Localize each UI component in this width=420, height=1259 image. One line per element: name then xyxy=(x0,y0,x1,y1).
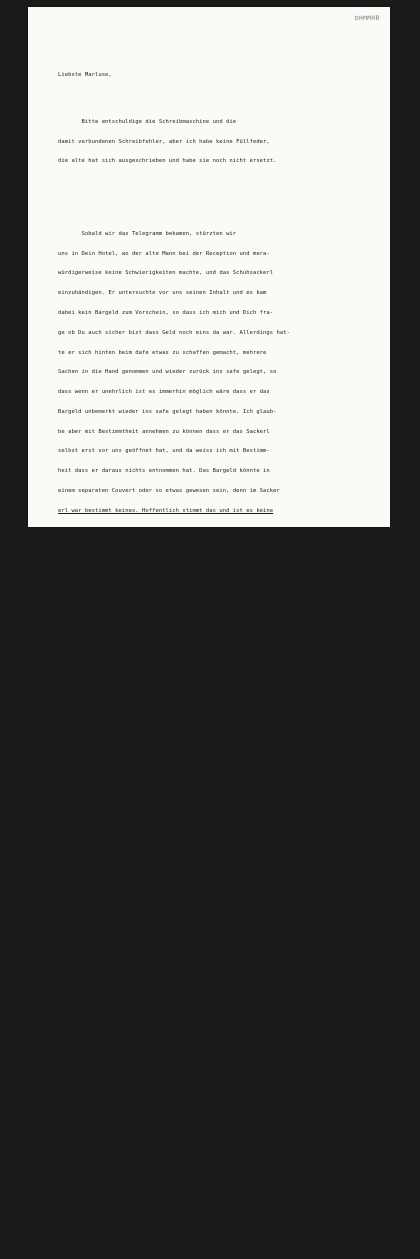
text-line: den wir grosse Trockenheit aber glücklicherweise keine grosse Hitz- xyxy=(58,1107,284,1114)
text-line: was aus Deiner Amerikareise, denn es würde mir riesigen Spass ma- xyxy=(58,718,277,725)
text-line: (ausser auf wissenschaftlichem Gebiet) sagen, was ein anderer vor xyxy=(58,837,277,844)
text-line: Bitte entschuldige die Schreibmaschine und die xyxy=(58,118,237,125)
text-line: be aber mit Bestimmtheit annehmen zu können dass er das Sackerl xyxy=(58,428,270,435)
text-line: nellste und interessanteste Freundin und ich spreche sehr viele, xyxy=(58,679,274,686)
text-line: freuten weil wir seit vor dem Krieg nicht mehr dort gegessen hat- xyxy=(58,1048,277,1055)
text-line: könnte allerhöchstens etwas schreiben,-aber auch da: was kann man xyxy=(58,817,277,824)
text-line: te er sich hinten beim dafe etwas zu schaffen gemacht, mehrere xyxy=(58,349,267,356)
text-line: das Berühm e Restaurant in Vienne aber, auf das wir uns schon so xyxy=(58,1028,274,1035)
text-line: Sachen in die Hand genommen und wieder zurück ins safe gelegt, so xyxy=(58,369,277,376)
text-line: ten, war leider an Dienstag zu. Sonst aber genoss meine Mama die xyxy=(58,1068,274,1075)
text-line: dabei kein Bargeld zum Vorschein, so dass ich mich und Dich fra- xyxy=(58,309,274,316)
text-line: uns in Dein Hotel, wo der alte Mann bei der Reception und mera- xyxy=(58,250,270,257)
text-line: selbst erst vor uns geöffnet hat, und da weiss ich mit Bestimm- xyxy=(58,448,270,455)
text-line: Enttäuschung. Schicken tue ich Dir es aber lieber in die Schweiz, xyxy=(58,527,277,534)
text-line: heit dass er daraus nichts entnommen hat. Das Bargeld könnte in xyxy=(58,468,270,475)
text-line: ge ob Du auch sicher bist dass Geld noch eins da war. Allerdings hat- xyxy=(58,329,290,336)
text-line: ganz glatt vorsich, die Temperatur war angenehm, das Hotel gut, xyxy=(58,1008,270,1015)
text-line: ich wirklich gerne dass wir uns wo treffen können, denn er ist ein xyxy=(58,877,280,884)
text-line: nern und Dir die besten Grüsse schicken. Hier bin ich stink- xyxy=(58,1147,260,1154)
text-line: Bargeld unbemerkt wieder ins safe gelegt haben könnte. Ich glaub- xyxy=(58,408,277,415)
paragraph-1 xyxy=(58,106,368,179)
text-line: zusammen zu sein, und es tut mir dann immer so leid dass wir so xyxy=(58,639,270,646)
text-line: ze, meine Mamte und ihre Tochter die sich beide gut an Dich erin- xyxy=(58,1127,277,1134)
text-line: zen Menschheit versöhnen,-. xyxy=(58,916,149,923)
text-line: Unsere Autoreise ging in Schneckentempo aber xyxy=(58,989,230,996)
salutation: Liebste Marluse, xyxy=(58,72,112,79)
text-line: die alte hat sich ausgeschrieben und habe sie noch nicht ersetzt. xyxy=(58,158,277,165)
text-line: einem separaten Couvert oder so etwas gewesen sein, denn im Sacker xyxy=(58,488,280,494)
text-line: Sobald wir das Telegramm bekamen, stürzten wir xyxy=(58,230,237,237)
text-line: uns nicht schon besser gesagt hat? Wenn mein Mann kommt, möchte xyxy=(58,857,270,864)
text-line: komposition-aber da muss man es doch besse können als ich. Ich xyxy=(58,797,267,804)
text-line: mir so gut geht während mein Mann sich noch in Phoenix mit allerl- xyxy=(58,1186,280,1193)
text-line: mit vielen Leuten so gut wie mit Dir. Hoffentlich wird bald et- xyxy=(58,699,270,705)
text-line: Das mit dem der Nachwelt etwas zu hinterlassen ist nicht so leicht, xyxy=(58,758,284,765)
letter-body xyxy=(58,59,368,1259)
text-line: erl war bestimmt keines. Hoffentlich stimmt das und ist es keine xyxy=(58,507,274,514)
text-line: lei Dummheiten aus dem Geschäftsleben abplagen muss. Hoffentlich xyxy=(58,1206,274,1213)
text-line: wirklich seltener Mensch-einer der wenigen, die einem mit der gan- xyxy=(58,896,280,903)
paragraph-4 xyxy=(58,976,368,1246)
paragraph-3 xyxy=(58,607,368,937)
text-line: Reise sehr, und das machte mir natürlich selber Spass. Hier fan- xyxy=(58,1088,274,1095)
text-line: faul und rühe mich aus, dabei mache ich mit Gewissensbisse dass es xyxy=(58,1167,280,1174)
text-line: würdigerweise keine Schwierigkeiten machte, und das Schuhsackerl xyxy=(58,270,274,277)
text-line: einzuhändigen. Er untersuchte vor uns seinen Inhalt und es kam xyxy=(58,290,267,297)
text-line: da mir das aus verschiedenen Gründen sicherer erscheint. xyxy=(58,547,247,554)
text-line: ist er bald davon erlöst. xyxy=(58,1226,143,1233)
text-line: dass wenn er unehrlich ist es immerhin möglich wäre dass er das xyxy=(58,389,270,396)
text-line: chen Dir die Wildnis zu zeigen und Mexico mit Dir zu explorieren. xyxy=(58,738,277,745)
text-line: Es war wunderschön, die wenigen Momente mit Dir xyxy=(58,619,240,626)
letter-page xyxy=(28,7,390,1233)
archive-stamp: DHMMHB xyxy=(355,14,381,23)
paragraph-2 xyxy=(58,218,368,567)
text-line: damit verbundenen Schreibfehler, aber ich habe keine Füllfeder, xyxy=(58,138,270,145)
text-line: weit weg von einander leben. Auch Du bist bei weitem keine origi- xyxy=(58,659,277,666)
text-line: an Besten eigene) sich dazu die bildenden Künste oder die Musik- xyxy=(58,778,274,785)
